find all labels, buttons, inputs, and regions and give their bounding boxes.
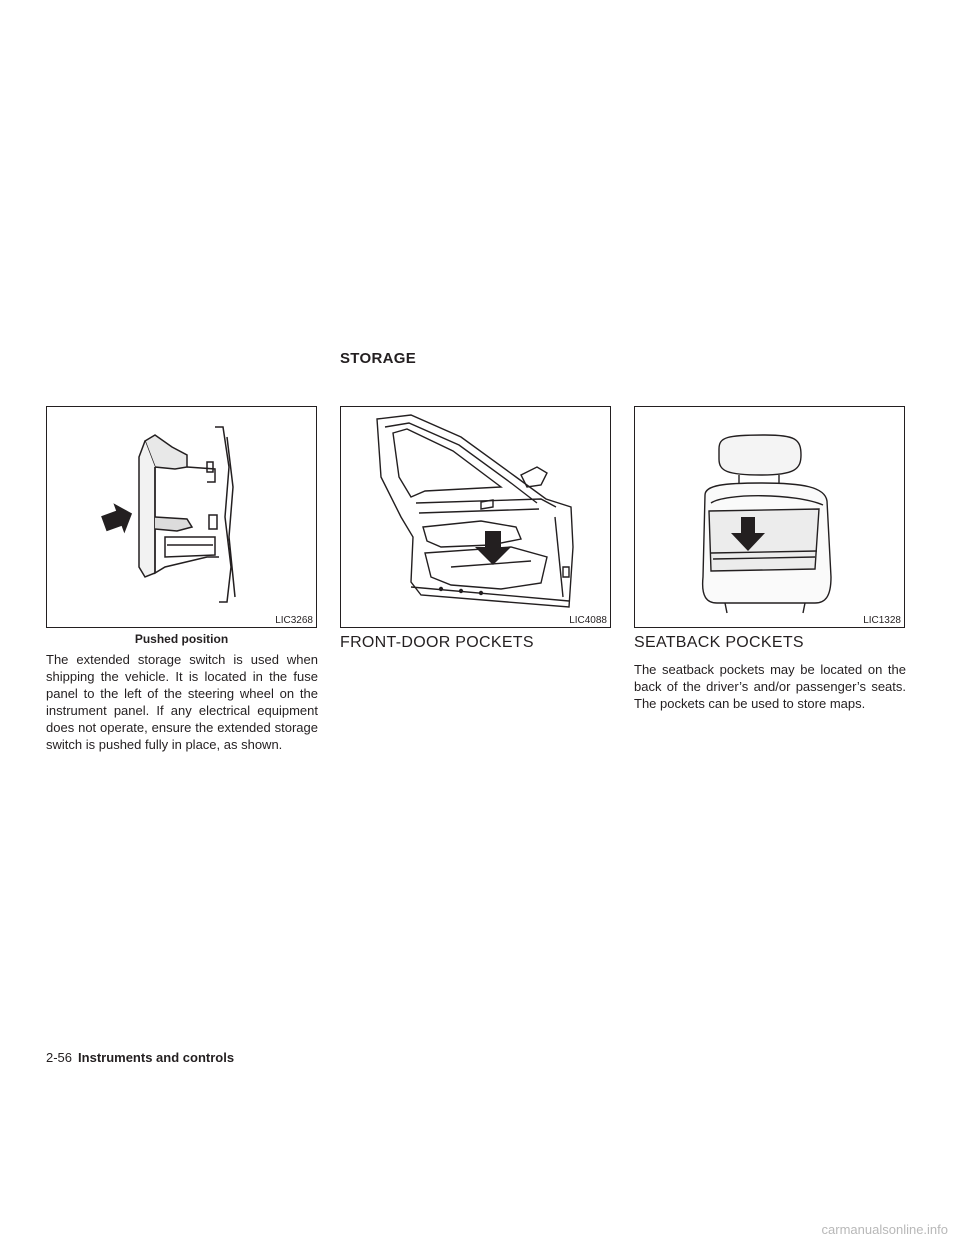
page-number: 2-56 [46,1050,73,1065]
seatback-pockets-paragraph: The seatback pockets may be located on the back of the driver’s and/or passenger’s seats. The pockets can be used to store maps. [634,662,906,711]
section-title: STORAGE [340,350,417,367]
front-door-pockets-heading: FRONT-DOOR POCKETS [340,634,534,651]
figure-code: LIC3268 [275,615,313,626]
page-footer [46,1050,234,1065]
front-door-illustration [341,407,610,627]
footer-section-name: Instruments and controls [78,1050,235,1065]
figure-code: LIC4088 [569,615,607,626]
push-arrow-icon [98,498,137,538]
figure-caption: Pushed position [134,632,229,646]
figure-code: LIC1328 [863,615,901,626]
watermark: carmanualsonline.info [821,1222,948,1237]
seatback-illustration [635,407,904,627]
storage-switch-paragraph: The extended storage switch is used when shipping the vehicle. It is located in the fuse panel to the left of the steering wheel on the instrument panel. If any electrical equipment does not operate, ensure the extended storage switch is pushed fully in place, as shown. [46,652,318,752]
figure-storage-switch [46,406,317,628]
storage-switch-illustration [47,407,316,627]
seatback-pockets-heading: SEATBACK POCKETS [634,634,804,651]
figure-seatback [634,406,905,628]
figure-front-door [340,406,611,628]
down-arrow-icon [475,531,511,565]
